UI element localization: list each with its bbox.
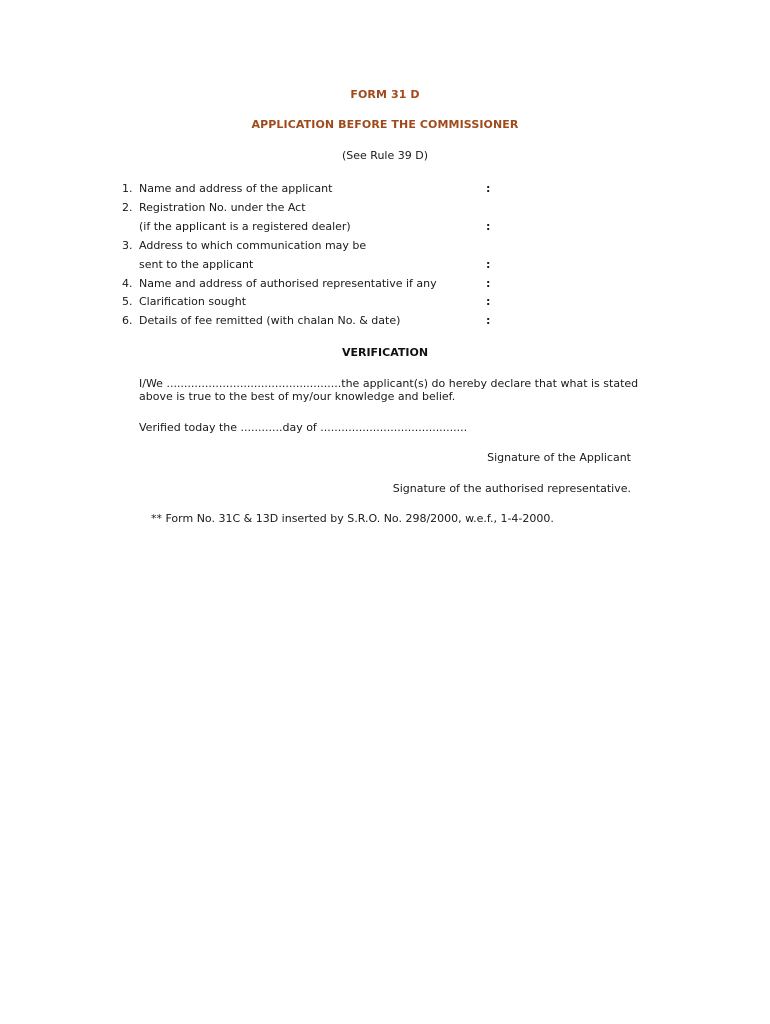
item-colon: :: [486, 314, 491, 327]
rule-reference: (See Rule 39 D): [341, 149, 428, 162]
item-number: 3.: [122, 239, 133, 252]
item-label: sent to the applicant: [139, 258, 254, 271]
item-colon: :: [486, 220, 491, 233]
item-label: Name and address of authorised representative if any: [139, 277, 437, 290]
item-colon: :: [486, 277, 491, 290]
item-colon: :: [486, 295, 491, 308]
form-title: APPLICATION BEFORE THE COMMISSIONER: [251, 118, 519, 131]
item-number: 6.: [122, 314, 133, 327]
item-number: 1.: [122, 182, 133, 195]
item-label: Clarification sought: [139, 295, 247, 308]
item-number: 4.: [122, 277, 133, 290]
form-number: FORM 31 D: [350, 88, 420, 101]
item-colon: :: [486, 182, 491, 195]
verification-title: VERIFICATION: [341, 346, 429, 359]
item-colon: :: [486, 258, 491, 271]
declaration-text: I/We ..................................................the applicant(s) do hereby declare that what is stated above is true to the best of my/our knowledge and belief.: [139, 377, 639, 403]
item-label: (if the applicant is a registered dealer): [139, 220, 351, 233]
item-label: Address to which communication may be: [139, 239, 367, 252]
footnote: ** Form No. 31C & 13D inserted by S.R.O. No. 298/2000, w.e.f., 1-4-2000.: [151, 512, 554, 525]
item-number: 5.: [122, 295, 133, 308]
item-label: Registration No. under the Act: [139, 201, 306, 214]
item-number: 2.: [122, 201, 133, 214]
signature-applicant: Signature of the Applicant: [487, 451, 631, 464]
signature-representative: Signature of the authorised representative.: [392, 482, 631, 495]
item-label: Name and address of the applicant: [139, 182, 333, 195]
verified-today-text: Verified today the ............day of ..........................................: [139, 421, 468, 434]
item-label: Details of fee remitted (with chalan No. & date): [139, 314, 401, 327]
